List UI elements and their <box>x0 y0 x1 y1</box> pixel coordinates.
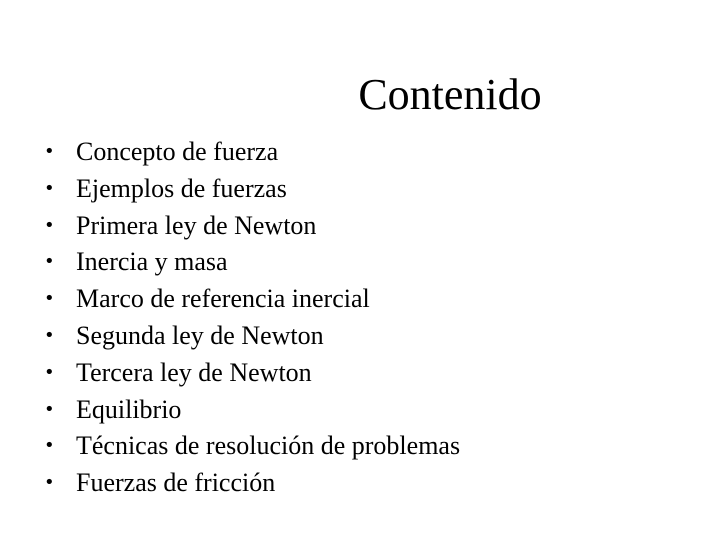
list-item <box>44 428 460 465</box>
list-item <box>44 244 460 281</box>
list-item-text: Fuerzas de fricción <box>76 468 276 498</box>
bullet-icon: • <box>44 435 55 457</box>
bullet-icon: • <box>44 472 55 494</box>
bullet-icon: • <box>44 214 55 236</box>
bullet-icon: • <box>44 361 55 383</box>
list-item-text: Ejemplos de fuerzas <box>76 173 287 203</box>
list-item <box>44 355 460 392</box>
list-item-text: Segunda ley de Newton <box>76 320 324 350</box>
list-item-text: Inercia y masa <box>76 247 228 277</box>
bullet-list <box>44 134 460 502</box>
list-item <box>44 208 460 245</box>
bullet-icon: • <box>44 141 55 162</box>
list-item-text: Técnicas de resolución de problemas <box>76 431 461 461</box>
list-item-text: Equilibrio <box>76 394 182 424</box>
bullet-icon: • <box>44 177 55 199</box>
list-item <box>44 281 460 318</box>
list-item-text: Marco de referencia inercial <box>76 284 370 314</box>
list-item <box>44 134 460 171</box>
bullet-icon: • <box>44 251 55 273</box>
list-item-text: Primera ley de Newton <box>76 210 317 240</box>
list-item-text: Tercera ley de Newton <box>76 357 312 387</box>
list-item <box>44 392 460 429</box>
list-item <box>44 171 460 208</box>
bullet-icon: • <box>44 288 55 310</box>
bullet-icon: • <box>44 324 55 346</box>
slide-title: Contenido <box>358 70 542 119</box>
list-item <box>44 465 460 502</box>
list-item-text: Concepto de fuerza <box>76 137 279 166</box>
slide-title-container <box>0 68 720 122</box>
bullet-icon: • <box>44 398 55 420</box>
list-item <box>44 318 460 355</box>
